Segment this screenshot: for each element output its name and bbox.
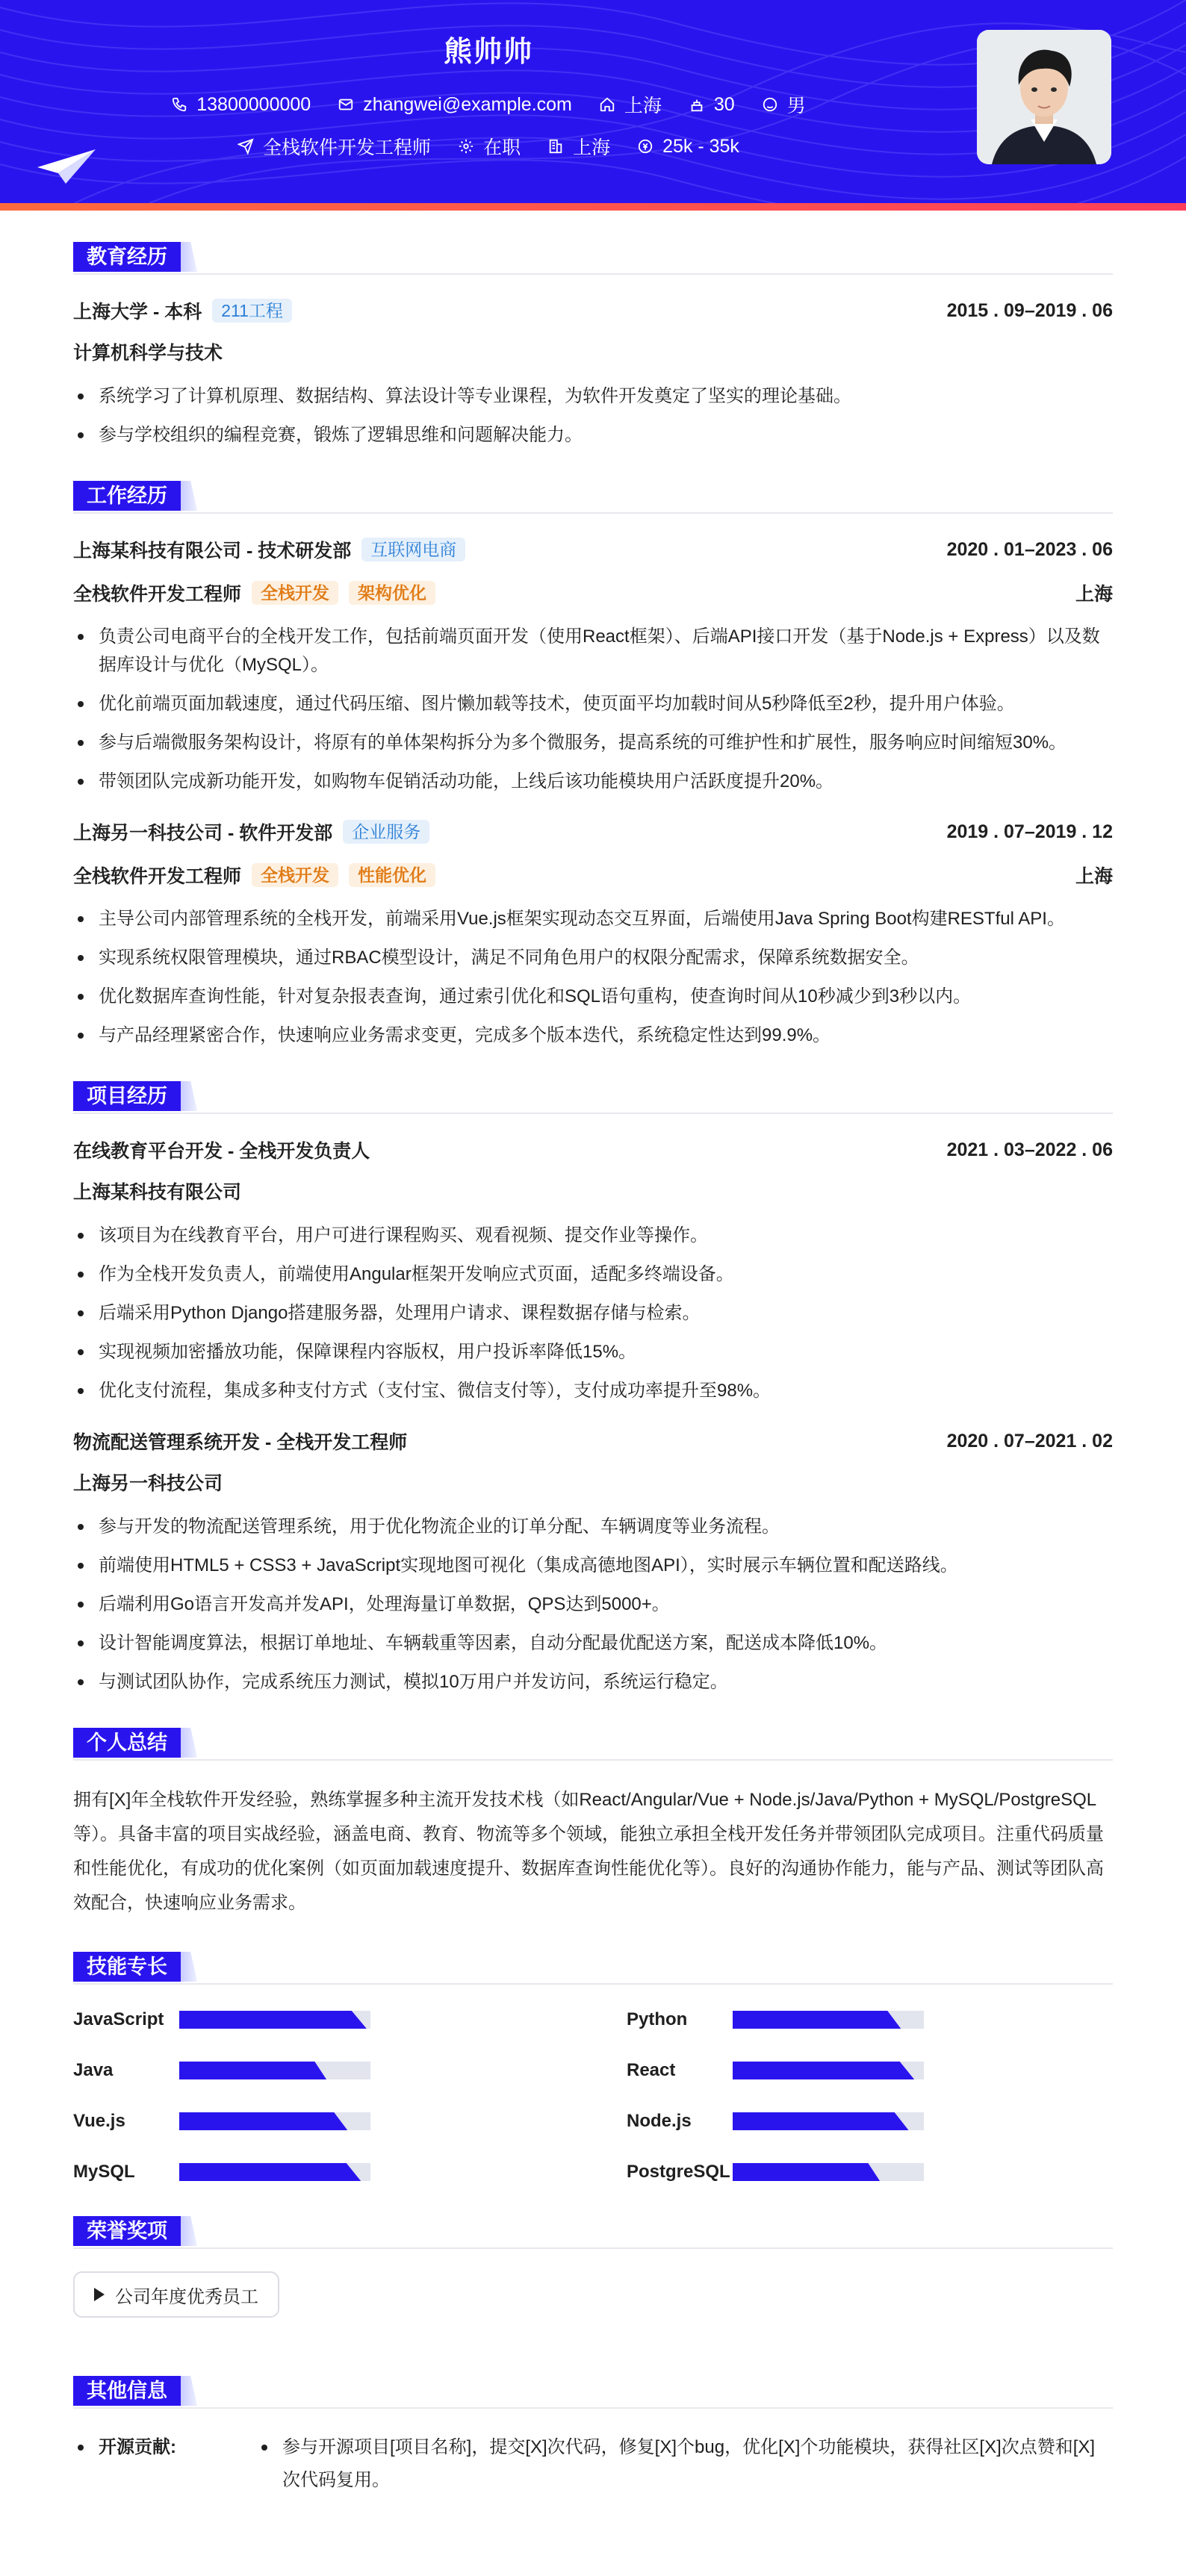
city-item bbox=[599, 91, 662, 118]
header-accent-bar bbox=[0, 203, 1186, 211]
list-item: 带领团队完成新功能开发，如购物车促销活动功能，上线后该功能模块用户活跃度提升20%。 bbox=[73, 768, 1113, 796]
phone-item bbox=[171, 94, 311, 116]
project-period: 2020 . 07–2021 . 02 bbox=[946, 1430, 1113, 1452]
job-intent-row bbox=[0, 133, 977, 160]
job-row bbox=[73, 536, 1113, 563]
projects-section bbox=[73, 1077, 1113, 1696]
skill-name: PostgreSQL bbox=[627, 2162, 730, 2182]
skill-bar-fill bbox=[733, 2062, 914, 2079]
list-item: 参与后端微服务架构设计，将原有的单体架构拆分为多个微服务，提高系统的可维护性和扩展性，服务响应时间缩短30%。 bbox=[73, 729, 1113, 757]
skill-tag: 全栈开发 bbox=[252, 581, 338, 605]
school-name: 上海大学 - 本科 bbox=[73, 302, 202, 323]
skills-grid bbox=[73, 2007, 1113, 2185]
gender-item bbox=[762, 91, 806, 118]
age-text: 30 bbox=[713, 93, 735, 115]
education-bullets bbox=[73, 382, 1113, 449]
work-city-text: 上海 bbox=[573, 137, 611, 158]
awards-section bbox=[73, 2212, 1113, 2345]
skill-name: Python bbox=[627, 2009, 688, 2029]
section-title: 荣誉奖项 bbox=[73, 2216, 181, 2246]
list-item: 与测试团队协作，完成系统压力测试，模拟10万用户并发访问，系统运行稳定。 bbox=[73, 1668, 1113, 1696]
project-row bbox=[73, 1136, 1113, 1163]
list-item: 作为全栈开发负责人，前端使用Angular框架开发响应式页面，适配多终端设备。 bbox=[73, 1260, 1113, 1289]
section-title: 技能专长 bbox=[73, 1952, 181, 1982]
skill-bar bbox=[733, 2062, 924, 2079]
project-company: 上海另一科技公司 bbox=[73, 1473, 223, 1494]
skill-bar-fill bbox=[179, 2112, 347, 2130]
cake-icon bbox=[689, 96, 705, 113]
skill-bar-fill bbox=[733, 2163, 880, 2181]
age-item bbox=[689, 94, 735, 116]
job-city: 上海 bbox=[1075, 866, 1113, 887]
mail-icon bbox=[338, 96, 354, 113]
email-item bbox=[338, 94, 572, 116]
work-city-item bbox=[547, 133, 610, 160]
skill-bar bbox=[733, 2011, 924, 2029]
project-bullets bbox=[73, 1222, 1113, 1405]
project-name: 在线教育平台开发 - 全栈开发负责人 bbox=[73, 1141, 370, 1162]
industry-badge: 企业服务 bbox=[343, 820, 429, 844]
section-header bbox=[73, 2212, 1113, 2249]
position-text: 全栈软件开发工程师 bbox=[263, 137, 432, 158]
other-section bbox=[73, 2371, 1113, 2497]
list-item: 优化数据库查询性能，针对复杂报表查询，通过索引优化和SQL语句重构，使查询时间从10秒减少到3秒以内。 bbox=[73, 983, 1113, 1011]
list-item: 后端利用Go语言开发高并发API，处理海量订单数据，QPS达到5000+。 bbox=[73, 1590, 1113, 1619]
skill-name: Vue.js bbox=[73, 2111, 125, 2131]
skill-bar bbox=[179, 2112, 370, 2130]
role-name: 全栈软件开发工程师 bbox=[73, 866, 242, 887]
project-bullets bbox=[73, 1513, 1113, 1696]
work-section bbox=[73, 476, 1113, 1050]
play-icon bbox=[94, 2288, 105, 2301]
section-header bbox=[73, 1947, 1113, 1985]
skills-section bbox=[73, 1947, 1113, 2185]
list-item: 参与开发的物流配送管理系统，用于优化物流企业的订单分配、车辆调度等业务流程。 bbox=[73, 1513, 1113, 1541]
section-header bbox=[73, 2371, 1113, 2409]
job-bullets bbox=[73, 623, 1113, 796]
skill-tag: 性能优化 bbox=[349, 863, 435, 887]
skill-bar bbox=[179, 2011, 370, 2029]
education-row bbox=[73, 297, 1113, 324]
section-header bbox=[73, 1077, 1113, 1114]
education-period: 2015 . 09–2019 . 06 bbox=[946, 299, 1113, 321]
salary-item bbox=[637, 136, 739, 158]
phone-icon bbox=[171, 96, 187, 113]
money-icon bbox=[637, 138, 653, 155]
avatar bbox=[977, 30, 1111, 164]
job-period: 2019 . 07–2019 . 12 bbox=[946, 821, 1113, 842]
city-text: 上海 bbox=[624, 96, 662, 116]
person-icon bbox=[762, 96, 778, 113]
home-icon bbox=[599, 96, 615, 113]
skill-item bbox=[73, 2058, 559, 2083]
skill-bar-fill bbox=[179, 2062, 326, 2079]
industry-badge: 互联网电商 bbox=[361, 538, 465, 561]
section-title: 项目经历 bbox=[73, 1081, 181, 1111]
list-item: 前端使用HTML5 + CSS3 + JavaScript实现地图可视化（集成高德地图API），实时展示车辆位置和配送路线。 bbox=[73, 1552, 1113, 1580]
other-label: 开源贡献: bbox=[73, 2431, 260, 2497]
skill-bar bbox=[733, 2163, 924, 2181]
skill-bar-fill bbox=[733, 2112, 909, 2130]
salary-text: 25k - 35k bbox=[662, 135, 739, 157]
skill-item bbox=[73, 2109, 559, 2134]
section-header bbox=[73, 476, 1113, 514]
skill-bar bbox=[179, 2163, 370, 2181]
section-title: 工作经历 bbox=[73, 481, 181, 511]
skill-item bbox=[627, 2159, 1113, 2185]
skill-name: Node.js bbox=[627, 2111, 692, 2131]
list-item: 设计智能调度算法，根据订单地址、车辆载重等因素，自动分配最优配送方案，配送成本降低10%。 bbox=[73, 1629, 1113, 1658]
list-item: 主导公司内部管理系统的全栈开发，前端采用Vue.js框架实现动态交互界面，后端使用Java Spring Boot构建RESTful API。 bbox=[73, 905, 1113, 933]
list-item: 负责公司电商平台的全栈开发工作，包括前端页面开发（使用React框架）、后端API接口开发（基于Node.js + Express）以及数据库设计与优化（MySQL）。 bbox=[73, 623, 1113, 679]
resume-content bbox=[73, 237, 1113, 2524]
contact-row bbox=[0, 91, 977, 118]
avatar-illustration bbox=[977, 30, 1111, 164]
gender-text: 男 bbox=[786, 96, 806, 116]
major: 计算机科学与技术 bbox=[73, 343, 223, 364]
role-row bbox=[73, 862, 1113, 889]
list-item: 后端采用Python Django搭建服务器，处理用户请求、课程数据存储与检索。 bbox=[73, 1299, 1113, 1328]
paper-plane-icon bbox=[36, 148, 97, 185]
school-badge: 211工程 bbox=[212, 299, 292, 323]
email-text: zhangwei@example.com bbox=[363, 93, 572, 115]
list-item: 参与学校组织的编程竞赛，锻炼了逻辑思维和问题解决能力。 bbox=[73, 421, 1113, 449]
list-item: 系统学习了计算机原理、数据结构、算法设计等专业课程，为软件开发奠定了坚实的理论基础。 bbox=[73, 382, 1113, 411]
list-item: 优化支付流程，集成多种支付方式（支付宝、微信支付等），支付成功率提升至98%。 bbox=[73, 1377, 1113, 1405]
send-icon bbox=[237, 138, 254, 155]
list-item: 该项目为在线教育平台，用户可进行课程购买、观看视频、提交作业等操作。 bbox=[73, 1222, 1113, 1250]
list-item: 实现系统权限管理模块，通过RBAC模型设计，满足不同角色用户的权限分配需求，保障系统数据安全。 bbox=[73, 944, 1113, 972]
role-name: 全栈软件开发工程师 bbox=[73, 584, 242, 605]
status-item bbox=[458, 133, 521, 160]
skill-item bbox=[627, 2007, 1113, 2032]
skill-tag: 架构优化 bbox=[349, 581, 435, 605]
other-text: 参与开源项目[项目名称]，提交[X]次代码，修复[X]个bug，优化[X]个功能模块，获得社区[X]次点赞和[X]次代码复用。 bbox=[260, 2431, 1113, 2497]
award-text: 公司年度优秀员工 bbox=[115, 2286, 258, 2307]
skill-item bbox=[627, 2109, 1113, 2134]
project-row bbox=[73, 1428, 1113, 1455]
skill-item bbox=[627, 2058, 1113, 2083]
skill-name: JavaScript bbox=[73, 2009, 164, 2029]
education-section bbox=[73, 237, 1113, 449]
skill-name: MySQL bbox=[73, 2162, 135, 2182]
skill-bar-fill bbox=[179, 2163, 361, 2181]
skill-bar bbox=[179, 2062, 370, 2079]
building-icon bbox=[547, 138, 564, 155]
position-item bbox=[237, 133, 431, 160]
list-item: 优化前端页面加载速度，通过代码压缩、图片懒加载等技术，使页面平均加载时间从5秒降低至2秒，提升用户体验。 bbox=[73, 690, 1113, 718]
phone-text: 13800000000 bbox=[196, 93, 311, 115]
role-row bbox=[73, 579, 1113, 606]
section-title: 教育经历 bbox=[73, 242, 181, 272]
skill-bar-fill bbox=[179, 2011, 367, 2029]
status-text: 在职 bbox=[483, 137, 521, 158]
job-period: 2020 . 01–2023 . 06 bbox=[946, 538, 1113, 560]
job-city: 上海 bbox=[1075, 584, 1113, 605]
skill-name: Java bbox=[73, 2060, 114, 2080]
award-item bbox=[73, 2271, 279, 2318]
gear-icon bbox=[458, 138, 474, 155]
job-row bbox=[73, 818, 1113, 845]
summary-section bbox=[73, 1723, 1113, 1920]
skill-item bbox=[73, 2159, 559, 2185]
project-company: 上海某科技有限公司 bbox=[73, 1182, 242, 1203]
skill-tag: 全栈开发 bbox=[252, 863, 338, 887]
section-title: 个人总结 bbox=[73, 1728, 181, 1758]
candidate-name: 熊帅帅 bbox=[443, 37, 533, 68]
skill-name: React bbox=[627, 2060, 676, 2080]
list-item: 实现视频加密播放功能，保障课程内容版权，用户投诉率降低15%。 bbox=[73, 1338, 1113, 1366]
list-item: 与产品经理紧密合作，快速响应业务需求变更，完成多个版本迭代，系统稳定性达到99.9%。 bbox=[73, 1021, 1113, 1050]
resume-header bbox=[0, 0, 1186, 203]
skill-bar bbox=[733, 2112, 924, 2130]
section-title: 其他信息 bbox=[73, 2376, 181, 2406]
section-header bbox=[73, 1723, 1113, 1761]
project-name: 物流配送管理系统开发 - 全栈开发工程师 bbox=[73, 1432, 408, 1453]
other-item bbox=[73, 2431, 1113, 2497]
section-header bbox=[73, 237, 1113, 275]
skill-bar-fill bbox=[733, 2011, 901, 2029]
project-period: 2021 . 03–2022 . 06 bbox=[946, 1139, 1113, 1160]
skill-item bbox=[73, 2007, 559, 2032]
company-name: 上海另一科技公司 - 软件开发部 bbox=[73, 823, 333, 844]
summary-text: 拥有[X]年全栈软件开发经验，熟练掌握多种主流开发技术栈（如React/Angular/Vue + Node.js/Java/Python + MySQL/PostgreSQL等）。具备丰富的项目实战经验，涵盖电商、教育、物流等多个领域，能独立承担全栈开发任务并带领团队完成项目。注重代码质量和性能优化，有成功的优化案例（如页面加载速度提升、数据库查询性能优化等）。良好的沟通协作能力，能与产品、测试等团队高效配合，快速响应业务需求。 bbox=[73, 1790, 1104, 1913]
company-name: 上海某科技有限公司 - 技术研发部 bbox=[73, 541, 352, 561]
job-bullets bbox=[73, 905, 1113, 1050]
